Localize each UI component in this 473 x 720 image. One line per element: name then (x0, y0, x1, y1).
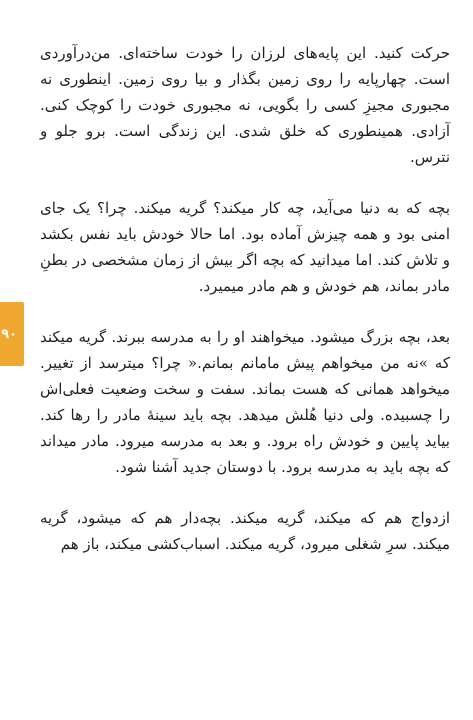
paragraph-4: ازدواج هم که میکند، گریه میکند. بچه‌دار هم که میشود، گریه میکند. سرِ شغلی میرود، گریه میکند. اسباب‌کشی میکند، باز هم (40, 509, 450, 553)
paragraph-1: حرکت کنید. این پایه‌های لرزان را خودت ساخته‌ای. من‌درآوردی است. چهارپایه را روی زمین بگذار و بیا روی زمین. اینطوری نه مجبوری مجیزِ کسی را بگویی، نه مجبوری خودت را کوچک کنی. آزادی. همینطوری که خلق شدی. این زندگی است. برو جلو و نترس. (40, 44, 450, 166)
paragraph-2: بچه که به دنیا می‌آید، چه کار میکند؟ گریه میکند. چرا؟ یک جای امنی بود و همه چیزش آماده بود. اما حالا خودش باید نفس بکشد و تلاش کند. اما میدانید که بچه اگر بیش از زمان مشخصی در بطنِ مادر بماند، هم خودش و هم مادر میمیرد. (40, 199, 450, 295)
page-number: ۹۰ (1, 326, 17, 342)
page-number-tab (0, 302, 24, 366)
paragraph-3: بعد، بچه بزرگ میشود. میخواهند او را به مدرسه ببرند. گریه میکند که »نه من میخواهم پیش مامانم بمانم.« چرا؟ میترسد از تغییر. میخواهد همانی که هست بماند. سفت و سخت وضعیت فعلی‌اش را چسبیده. ولی دنیا هُلش میدهد. بچه باید سینهٔ مادر را رها کند. بیاید پایین و خودش راه برود. و بعد به مدرسه میرود. مادر میداند که بچه باید به مدرسه برود. با دوستان جدید آشنا شود. (40, 328, 450, 476)
body-text (40, 40, 450, 582)
